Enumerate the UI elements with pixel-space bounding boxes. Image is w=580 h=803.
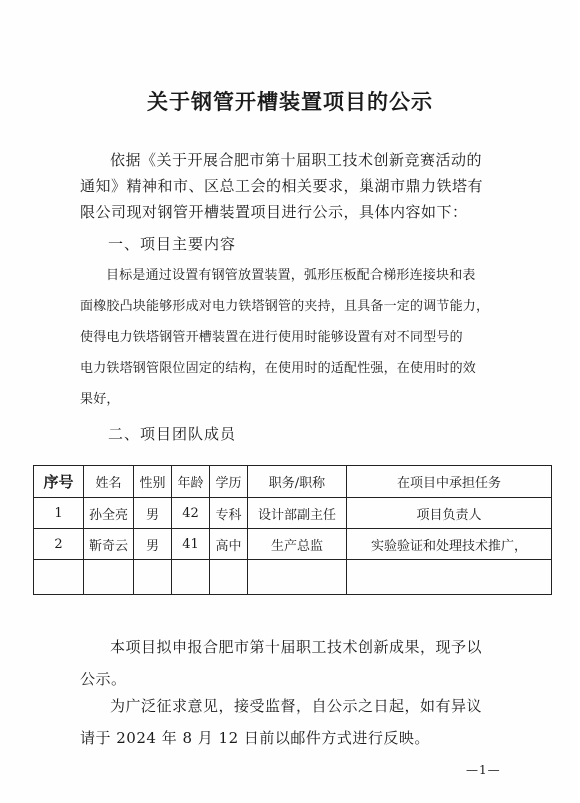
cell-task: 实验验证和处理技术推广，	[347, 529, 552, 560]
cell-education: 专科	[210, 498, 248, 529]
header-cell-gender: 性别	[134, 466, 172, 498]
header-cell-education: 学历	[210, 466, 248, 498]
table-header-row	[34, 466, 552, 498]
cell-empty	[248, 560, 347, 595]
team-members-table	[33, 465, 552, 595]
header-cell-task: 在项目中承担任务	[347, 466, 552, 498]
table-row	[34, 498, 552, 529]
cell-name: 靳奇云	[84, 529, 134, 560]
closing-line: 请于 2024 年 8 月 12 日前以邮件方式进行反映。	[80, 729, 430, 747]
header-cell-index: 序号	[34, 466, 84, 498]
content-line: 电力铁塔钢管限位固定的结构，在使用时的适配性强，在使用时的效	[80, 361, 477, 376]
cell-age: 42	[172, 498, 210, 529]
closing-line: 本项目拟申报合肥市第十届职工技术创新成果，现予以	[110, 638, 483, 656]
cell-empty	[347, 560, 552, 595]
content-line: 果好，	[80, 392, 120, 407]
cell-empty	[34, 560, 84, 595]
cell-index: 2	[34, 529, 84, 560]
table-row-empty	[34, 560, 552, 595]
cell-index: 1	[34, 498, 84, 529]
document-title: 关于钢管开槽装置项目的公示	[147, 90, 433, 114]
project-content-paragraph	[80, 260, 510, 415]
closing-paragraph-2	[80, 693, 510, 751]
header-cell-age: 年龄	[172, 466, 210, 498]
closing-line: 为广泛征求意见，接受监督，自公示之日起，如有异议	[110, 697, 483, 715]
intro-paragraph	[80, 147, 510, 225]
intro-line: 通知》精神和市、区总工会的相关要求，巢湖市鼎力铁塔有	[80, 177, 484, 195]
closing-paragraph-1	[80, 634, 510, 692]
page-number: —1—	[466, 763, 501, 777]
cell-empty	[134, 560, 172, 595]
header-cell-name: 姓名	[84, 466, 134, 498]
cell-name: 孙全亮	[84, 498, 134, 529]
cell-empty	[84, 560, 134, 595]
closing-line: 公示。	[80, 670, 127, 688]
table-row	[34, 529, 552, 560]
cell-position: 设计部副主任	[248, 498, 347, 529]
section-heading-content: 一、项目主要内容	[108, 235, 237, 253]
intro-line: 依据《关于开展合肥市第十届职工技术创新竞赛活动的	[110, 151, 483, 169]
cell-empty	[172, 560, 210, 595]
header-cell-position: 职务/职称	[248, 466, 347, 498]
content-line: 面橡胶凸块能够形成对电力铁塔钢管的夹持，且具备一定的调节能力，	[80, 299, 490, 314]
intro-line: 限公司现对钢管开槽装置项目进行公示，具体内容如下：	[80, 203, 468, 221]
content-line: 使得电力铁塔钢管开槽装置在进行使用时能够设置有对不同型号的	[80, 330, 463, 345]
cell-empty	[210, 560, 248, 595]
cell-gender: 男	[134, 529, 172, 560]
cell-task: 项目负责人	[347, 498, 552, 529]
cell-education: 高中	[210, 529, 248, 560]
cell-age: 41	[172, 529, 210, 560]
section-heading-team: 二、项目团队成员	[108, 425, 237, 443]
cell-position: 生产总监	[248, 529, 347, 560]
cell-gender: 男	[134, 498, 172, 529]
content-line: 目标是通过设置有钢管放置装置，弧形压板配合梯形连接块和表	[106, 268, 476, 283]
